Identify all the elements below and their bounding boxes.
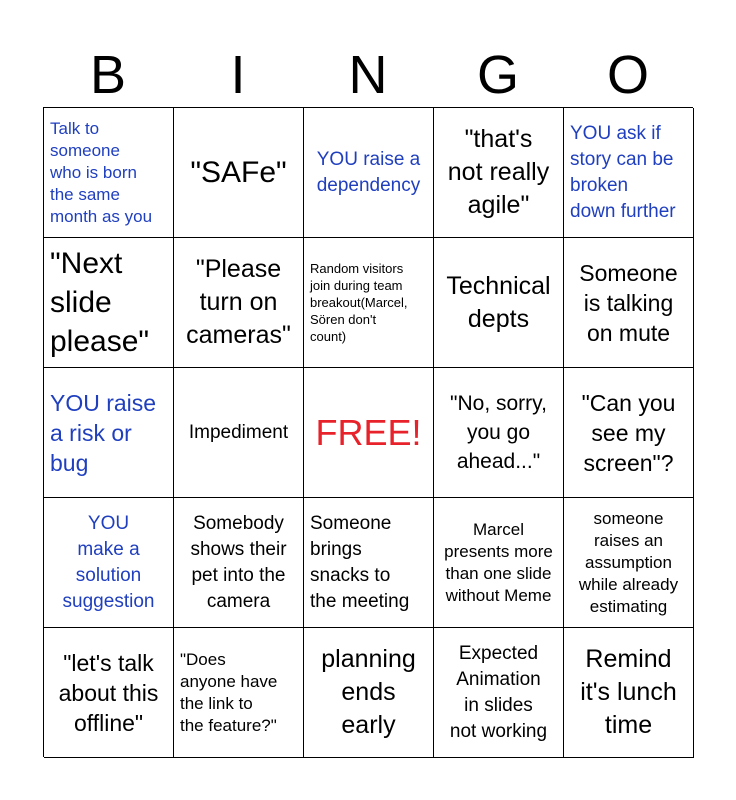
title-letter-b: B (89, 45, 127, 105)
cell-text: Someone is talking on mute (579, 259, 678, 346)
bingo-cell[interactable] (564, 498, 694, 628)
cell-text: YOU raise a dependency (316, 148, 421, 196)
bingo-cell[interactable] (304, 238, 434, 368)
cell-text: "Does anyone have the link to the feature?" (180, 649, 278, 735)
cell-text: someone raises an assumption while already estimating (578, 508, 679, 616)
bingo-cell[interactable] (434, 628, 564, 758)
cell-text: YOU raise a risk or bug (50, 389, 157, 476)
cell-text: "Next slide please" (50, 247, 150, 358)
bingo-cell[interactable] (44, 108, 174, 238)
cell-text: Expected Animation in slides not working (449, 642, 548, 742)
bingo-cell[interactable] (44, 498, 174, 628)
bingo-board (43, 107, 693, 757)
cell-text: Somebody shows their pet into the camera (190, 512, 287, 612)
bingo-cell[interactable] (174, 368, 304, 498)
bingo-cell[interactable] (434, 238, 564, 368)
cell-text: Someone brings snacks to the meeting (310, 512, 410, 612)
cell-text: "Please turn on cameras" (186, 255, 291, 349)
bingo-cell[interactable] (564, 238, 694, 368)
cell-text: Impediment (188, 421, 289, 443)
bingo-cell[interactable] (44, 238, 174, 368)
bingo-cell[interactable] (174, 108, 304, 238)
bingo-cell[interactable] (174, 628, 304, 758)
cell-text: Remind it's lunch time (580, 645, 677, 739)
free-space-text: FREE! (315, 411, 422, 453)
bingo-cell[interactable] (304, 108, 434, 238)
cell-text: Random visitors join during team breakout(Marcel, Sören don't count) (310, 261, 408, 344)
cell-text: "No, sorry, you go ahead..." (450, 392, 547, 473)
title-letter-o: O (606, 45, 649, 105)
cell-text: "SAFe" (190, 156, 287, 189)
bingo-cell[interactable] (304, 628, 434, 758)
bingo-cell[interactable] (174, 238, 304, 368)
cell-text: "let's talk about this offline" (58, 649, 159, 736)
bingo-cell[interactable] (434, 498, 564, 628)
cell-text: planning ends early (321, 645, 416, 739)
title-letter-n: N (348, 45, 388, 105)
title-letter-g: G (476, 45, 519, 105)
bingo-cell[interactable] (564, 108, 694, 238)
cell-text: Technical depts (446, 271, 551, 333)
cell-text: "that's not really agile" (447, 125, 550, 219)
bingo-cell[interactable] (564, 628, 694, 758)
bingo-cell[interactable] (44, 368, 174, 498)
title-letter-i: I (230, 45, 246, 105)
bingo-title (43, 46, 693, 104)
cell-text: Marcel presents more than one slide without Meme (444, 519, 553, 605)
bingo-cell[interactable] (434, 108, 564, 238)
bingo-cell[interactable] (304, 498, 434, 628)
bingo-cell[interactable] (174, 498, 304, 628)
cell-text: YOU make a solution suggestion (62, 512, 155, 612)
cell-text: YOU ask if story can be broken down further (570, 122, 676, 222)
free-space-cell[interactable] (304, 368, 434, 498)
bingo-cell[interactable] (44, 628, 174, 758)
bingo-cell[interactable] (434, 368, 564, 498)
bingo-cell[interactable] (564, 368, 694, 498)
cell-text: Talk to someone who is born the same month as you (50, 118, 153, 226)
cell-text: "Can you see my screen"? (581, 389, 676, 476)
